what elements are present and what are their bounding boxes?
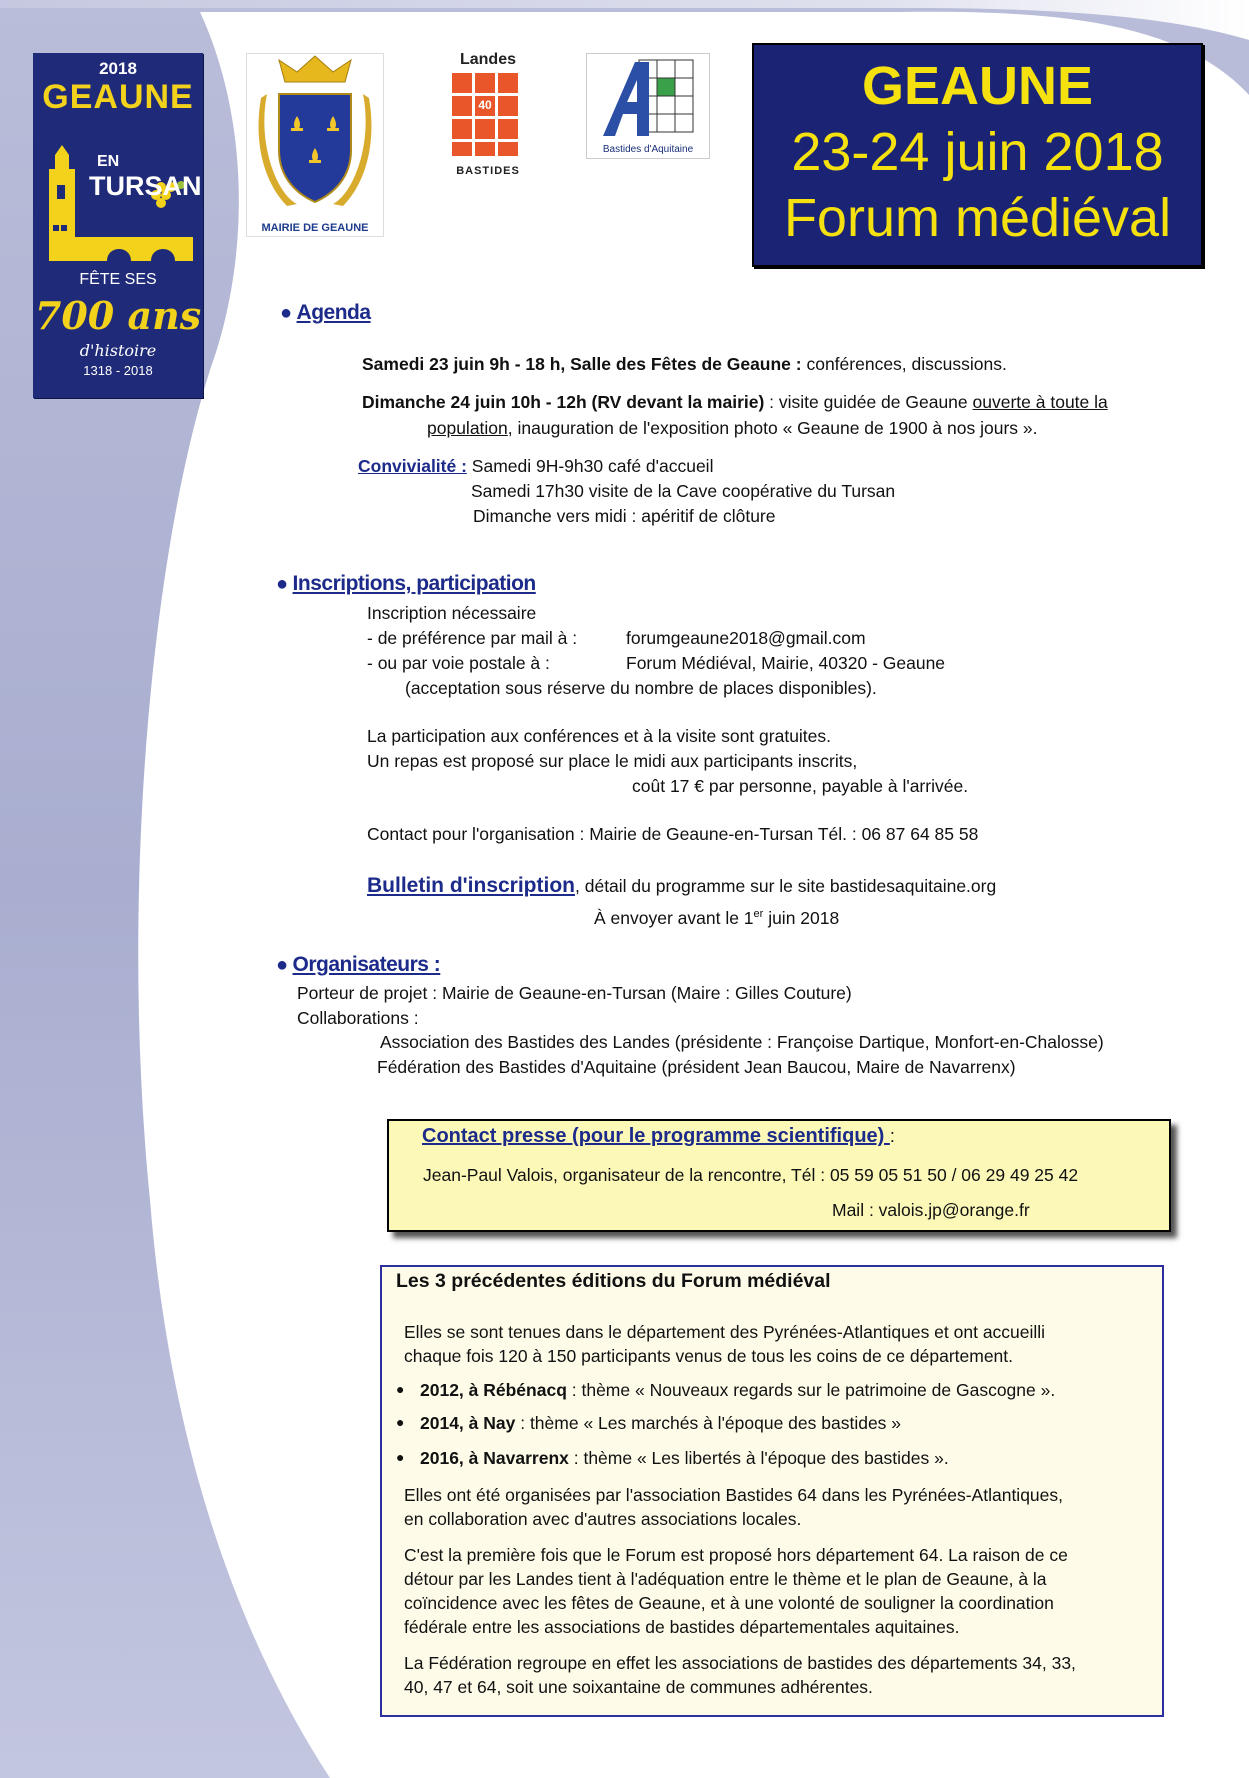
envoyer-a: À envoyer avant le 1 (594, 907, 754, 928)
bullet-icon: ● (396, 1449, 405, 1465)
landes-number: 40 (478, 98, 492, 112)
conv-1: Samedi 9H-9h30 café d'accueil (466, 456, 714, 476)
organisateurs-heading-row (276, 953, 440, 977)
ed-p4b: 40, 47 et 64, soit une soixantaine de communes adhérentes. (404, 1677, 873, 1697)
dimanche-bold: Dimanche 24 juin 10h - 12h (RV devant la mairie) (362, 392, 765, 412)
press-mail: Mail : valois.jp@orange.fr (832, 1200, 1030, 1220)
insc-contact: Contact pour l'organisation : Mairie de Geaune-en-Tursan Tél. : 06 87 64 85 58 (367, 824, 979, 844)
insc-line-1: Inscription nécessaire (367, 603, 537, 623)
edition-2012-bold: 2012, à Rébénacq (420, 1380, 567, 1400)
convivialite-label: Convivialité : (358, 456, 467, 476)
dimanche-rest: : visite guidée de Geaune (764, 392, 973, 412)
envoyer-row (594, 902, 839, 930)
previous-editions-box (380, 1265, 1164, 1717)
org-line-3: Association des Bastides des Landes (présidente : Françoise Dartique, Monfort-en-Chalosse) (380, 1032, 1104, 1052)
edition-2014-rest: : thème « Les marchés à l'époque des bastides » (515, 1413, 902, 1433)
insc-line-5: La participation aux conférences et à la visite sont gratuites. (367, 726, 832, 746)
envoyer-b: juin 2018 (763, 907, 840, 928)
poster-ans: 700 ans (34, 293, 202, 338)
edition-2014-bold: 2014, à Nay (420, 1413, 516, 1433)
samedi-bold: Samedi 23 juin 9h - 18 h, Salle des Fêtes de Geaune : (362, 354, 802, 374)
ed-p4a: La Fédération regroupe en effet les associations de bastides des départements 34, 33, (404, 1653, 1076, 1673)
edition-2014 (420, 1411, 901, 1435)
ed-p2a: Elles ont été organisées par l'association Bastides 64 dans les Pyrénées-Atlantiques, (404, 1485, 1064, 1505)
bullet-icon: ● (396, 1381, 405, 1397)
bastides-aquitaine-logo (586, 53, 710, 159)
bulletin-row (367, 874, 996, 898)
bullet-icon: ● (276, 954, 289, 976)
insc-line-2: - de préférence par mail à : (367, 628, 578, 648)
inscriptions-heading-row (276, 572, 536, 596)
insc-address: Forum Médiéval, Mairie, 40320 - Geaune (626, 653, 946, 673)
ed-p3b: détour par les Landes tient à l'adéquation entre le thème et le plan de Geaune, à la (404, 1569, 1047, 1589)
landes-bastides-logo (440, 53, 536, 177)
landes-bottom: BASTIDES (456, 165, 520, 177)
insc-line-4: (acceptation sous réserve du nombre de places disponibles). (405, 678, 877, 698)
poster-fete: FÊTE SES (79, 271, 157, 288)
ed-p3c: coïncidence avec les fêtes de Geaune, et à une volonté de souligner la coordination (404, 1593, 1054, 1613)
bulletin-link[interactable]: Bulletin d'inscription (367, 874, 575, 897)
bullet-icon: ● (276, 573, 289, 595)
org-line-4: Fédération des Bastides d'Aquitaine (président Jean Baucou, Maire de Navarrenx) (377, 1057, 1016, 1077)
press-contact-box (387, 1119, 1171, 1232)
landes-title: Landes (459, 51, 516, 68)
poster-en: EN (97, 153, 120, 170)
insc-line-7: coût 17 € par personne, payable à l'arrivée. (632, 776, 969, 796)
title-box (752, 43, 1203, 267)
bastides-caption: Bastides d'Aquitaine (602, 144, 694, 155)
press-colon: : (889, 1126, 895, 1146)
convivialite-row (358, 454, 713, 478)
insc-email: forumgeaune2018@gmail.com (626, 628, 866, 648)
dimanche-underlined-2: population (427, 418, 508, 438)
edition-2012-rest: : thème « Nouveaux regards sur le patrimoine de Gascogne ». (566, 1380, 1056, 1400)
conv-3: Dimanche vers midi : apéritif de clôture (473, 506, 776, 526)
bulletin-rest: , détail du programme sur le site bastidesaquitaine.org (575, 876, 997, 896)
edition-2012 (420, 1378, 1055, 1402)
organisateurs-heading: Organisateurs : (292, 953, 441, 976)
agenda-dimanche (362, 390, 1108, 414)
press-heading: Contact presse (pour le programme scientifique) (422, 1125, 890, 1147)
ed-p1b: chaque fois 120 à 150 participants venus de tous les coins de ce département. (404, 1346, 1014, 1366)
agenda-samedi (362, 352, 1007, 376)
ed-p3d: fédérale entre les associations de bastides départementales aquitaines. (404, 1617, 960, 1637)
poster-dates: 1318 - 2018 (83, 363, 153, 378)
org-line-2: Collaborations : (297, 1008, 419, 1028)
poster-town: GEAUNE (42, 78, 194, 116)
editions-heading: Les 3 précédentes éditions du Forum médiéval (396, 1270, 831, 1292)
envoyer-sup: er (753, 908, 764, 920)
agenda-heading: Agenda (296, 301, 371, 324)
insc-line-3: - ou par voie postale à : (367, 653, 550, 673)
dimanche-underlined: ouverte à toute la (972, 392, 1108, 412)
landes-grid-icon (440, 53, 536, 177)
poster-tursan: TURSAN (89, 171, 202, 201)
ed-p1a: Elles se sont tenues dans le département des Pyrénées-Atlantiques et ont accueilli (404, 1322, 1046, 1342)
org-line-1: Porteur de projet : Mairie de Geaune-en-Tursan (Maire : Gilles Couture) (297, 983, 852, 1003)
poster-histoire: d'histoire (79, 341, 157, 360)
title-dates: 23-24 juin 2018 (791, 122, 1164, 182)
mairie-caption: MAIRIE DE GEAUNE (261, 222, 369, 234)
title-event: Forum médiéval (783, 188, 1172, 248)
bullet-icon: ● (396, 1414, 405, 1430)
press-heading-row (422, 1125, 895, 1148)
poster-geaune-700-ans (33, 53, 203, 398)
samedi-rest: conférences, discussions. (801, 354, 1007, 374)
press-phone: Jean-Paul Valois, organisateur de la rencontre, Tél : 05 59 05 51 50 / 06 29 49 25 42 (423, 1165, 1079, 1185)
bastides-a-icon (587, 54, 709, 144)
conv-2: Samedi 17h30 visite de la Cave coopérative du Tursan (471, 481, 896, 501)
ed-p3a: C'est la première fois que le Forum est proposé hors département 64. La raison de ce (404, 1545, 1068, 1565)
poster-year: 2018 (99, 59, 137, 78)
ed-p2b: en collaboration avec d'autres associations locales. (404, 1509, 802, 1529)
edition-2016-bold: 2016, à Navarrenx (420, 1448, 569, 1468)
coat-of-arms-icon (247, 54, 383, 216)
mairie-logo (246, 53, 384, 237)
inscriptions-heading: Inscriptions, participation (292, 572, 536, 595)
dimanche-rest-2: , inauguration de l'exposition photo « Geaune de 1900 à nos jours ». (507, 418, 1038, 438)
edition-2016-rest: : thème « Les libertés à l'époque des bastides ». (568, 1448, 949, 1468)
title-town: GEAUNE (861, 56, 1094, 116)
insc-line-6: Un repas est proposé sur place le midi aux participants inscrits, (367, 751, 858, 771)
agenda-dimanche-cont (427, 416, 1037, 440)
agenda-heading-row (280, 301, 371, 325)
edition-2016 (420, 1446, 949, 1470)
bullet-icon: ● (280, 302, 293, 324)
